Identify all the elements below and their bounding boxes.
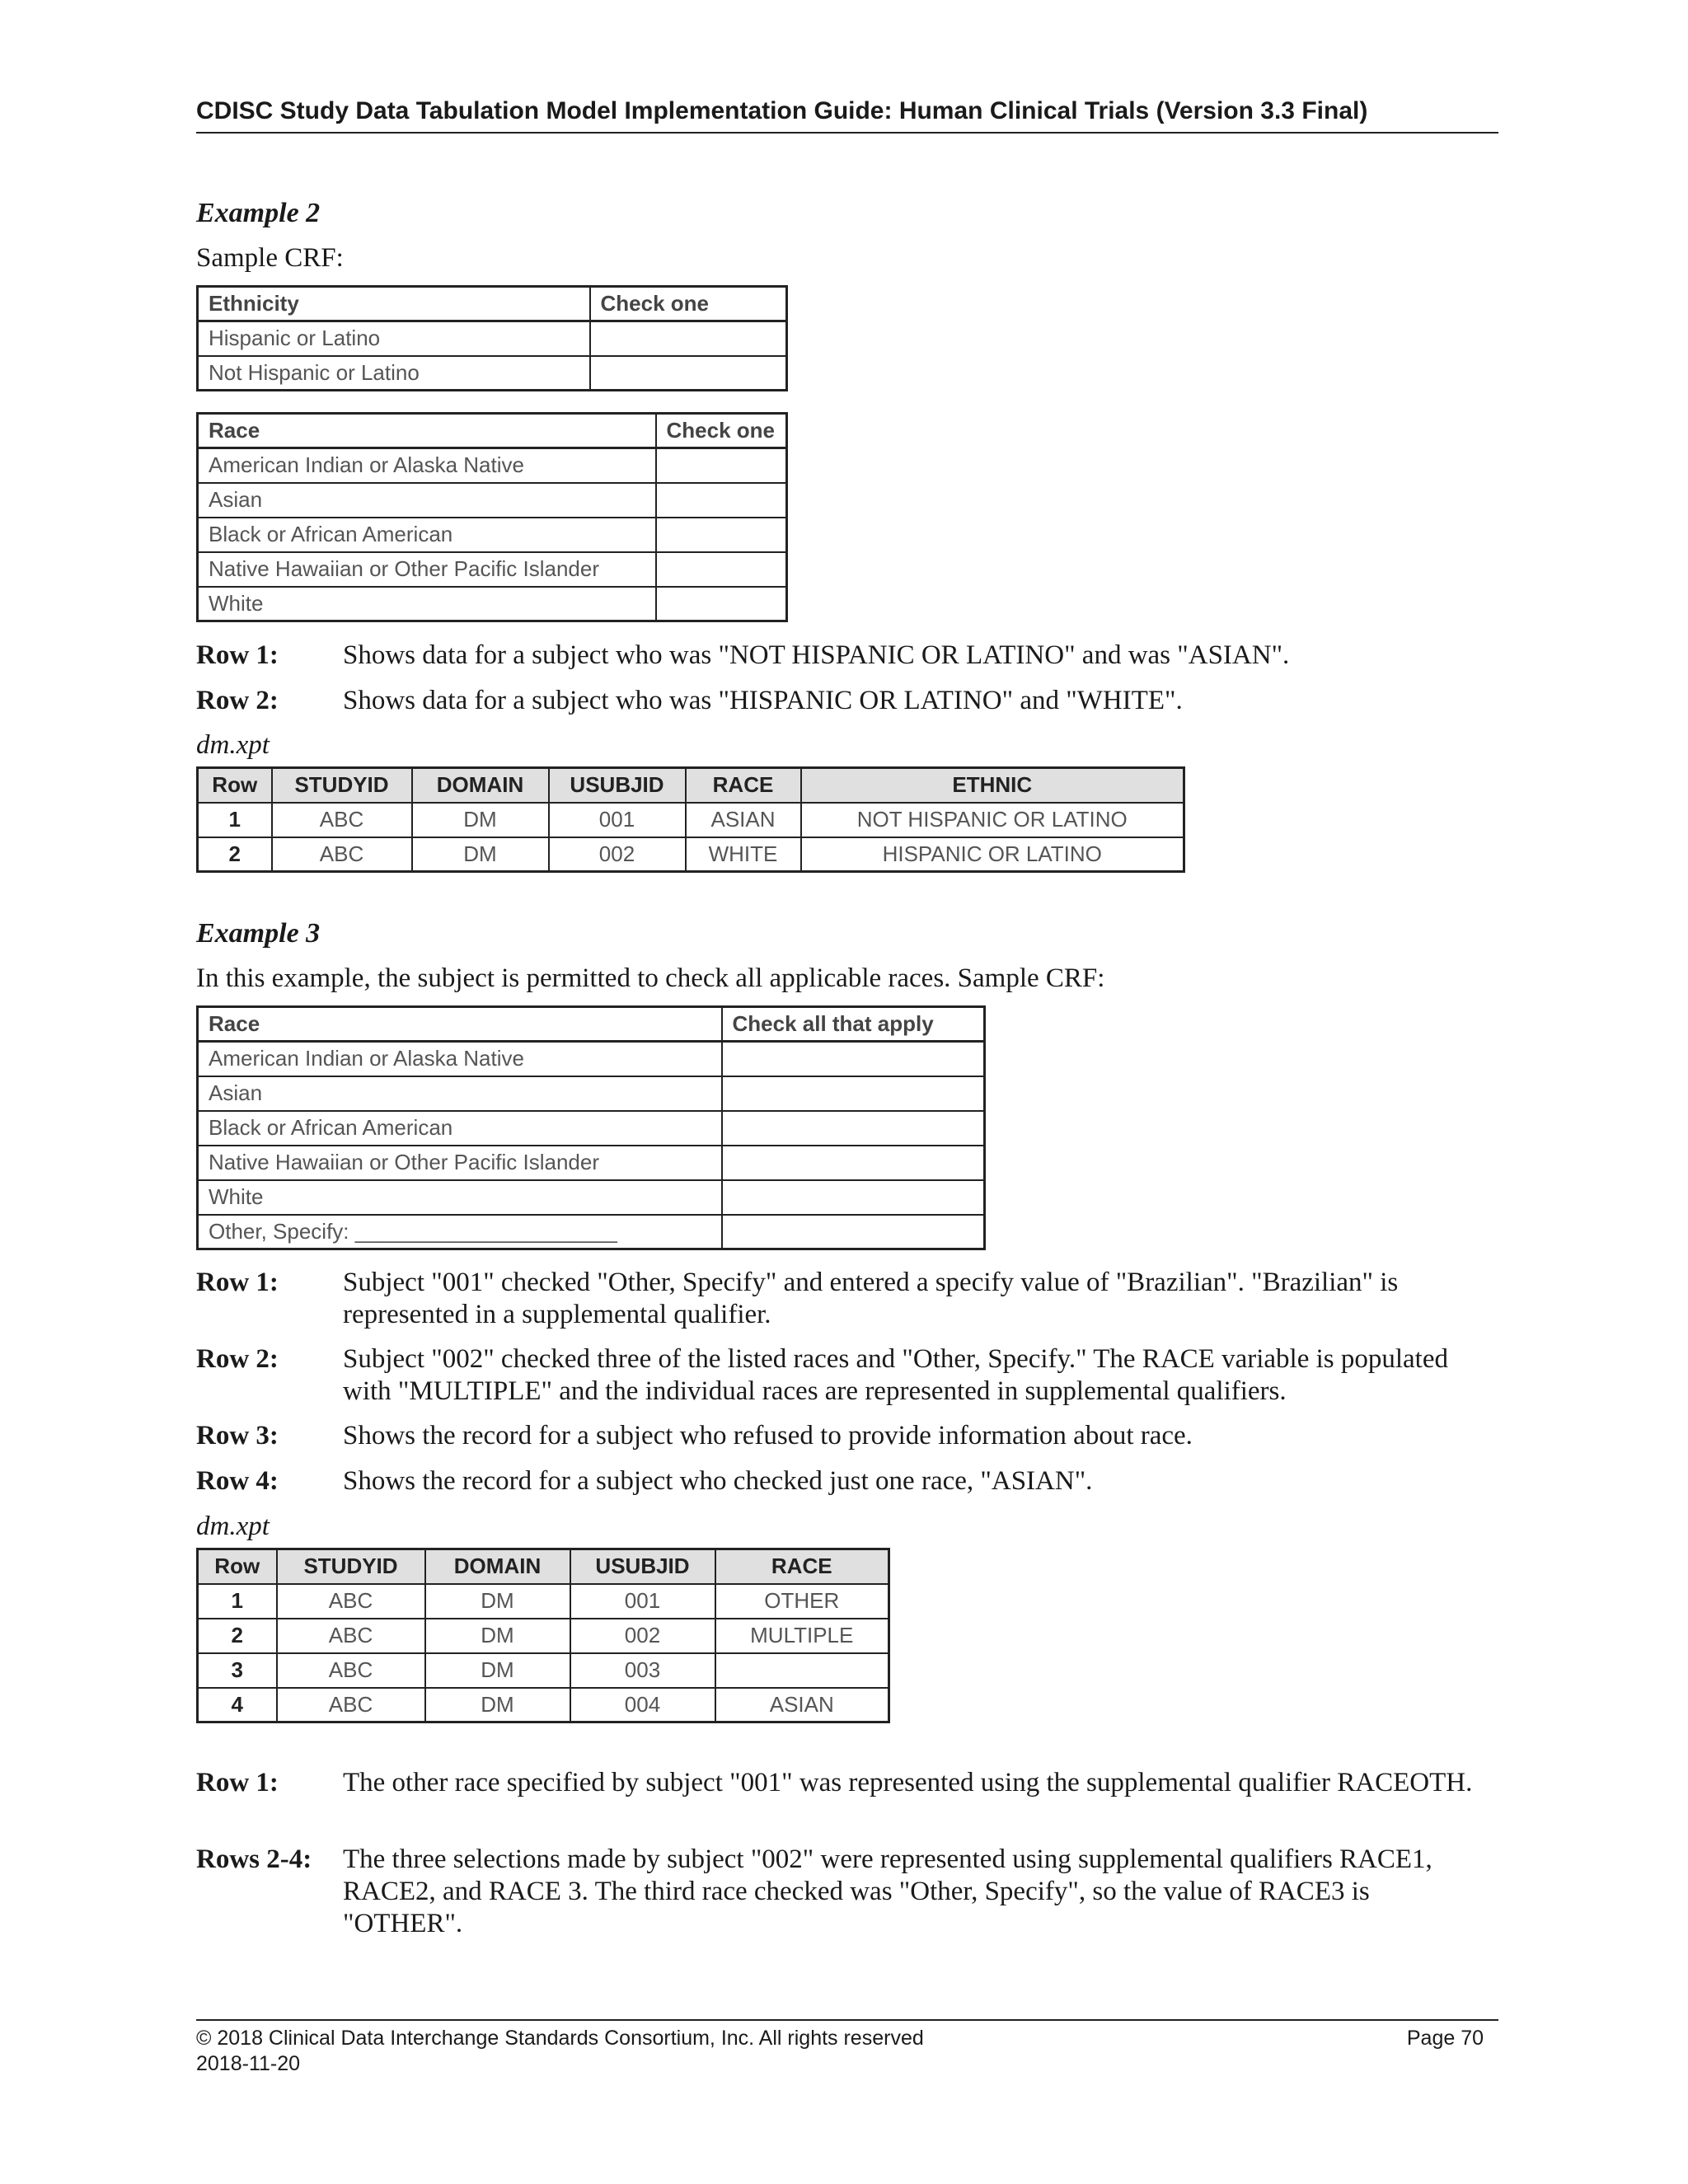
page-header: CDISC Study Data Tabulation Model Implementation Guide: Human Clinical Trials (Version 3.3 Final) <box>196 97 1498 134</box>
column-header: STUDYID <box>277 1549 425 1584</box>
crf-option: American Indian or Alaska Native <box>198 1042 722 1076</box>
checkbox-cell[interactable] <box>590 321 787 356</box>
column-header: Check all that apply <box>722 1007 985 1042</box>
note-label: Row 2: <box>196 1344 279 1374</box>
table-cell: 1 <box>198 1584 277 1619</box>
example-2-intro: Sample CRF: <box>196 243 344 273</box>
document-date: 2018-11-20 <box>196 2052 301 2075</box>
table-cell: 002 <box>549 837 686 872</box>
crf-option: Asian <box>198 1076 722 1111</box>
column-header: Row <box>198 1549 277 1584</box>
crf-option: Asian <box>198 483 656 518</box>
column-header: DOMAIN <box>412 768 549 803</box>
column-header: Row <box>198 768 272 803</box>
crf-option: Not Hispanic or Latino <box>198 356 590 391</box>
table-row <box>198 448 787 483</box>
table-row <box>198 1042 985 1076</box>
note-text: The three selections made by subject "002" were represented using supplemental qualifiers RACE1, RACE2, and RACE 3. The third race checked was "Other, Specify", so the value of RACE3 is "OTHER". <box>343 1844 1432 1938</box>
checkbox-cell[interactable] <box>656 483 787 518</box>
crf-option: Other, Specify: ______________________ <box>198 1215 722 1249</box>
note-text: Shows the record for a subject who checked just one race, "ASIAN". <box>343 1466 1093 1496</box>
note-text: Subject "002" checked three of the listed races and "Other, Specify." The RACE variable is populated with "MULTIPLE" and the individual races are represented in supplemental qualifiers. <box>343 1344 1448 1406</box>
note-text: The other race specified by subject "001" was represented using the supplemental qualifier RACEOTH. <box>343 1768 1473 1797</box>
table-cell: ABC <box>277 1584 425 1619</box>
column-header: Race <box>198 1007 722 1042</box>
table-cell <box>715 1653 889 1688</box>
table-cell: 2 <box>198 1619 277 1653</box>
table-cell: DM <box>425 1584 570 1619</box>
table-cell: NOT HISPANIC OR LATINO <box>801 803 1184 837</box>
note-label: Row 1: <box>196 640 279 670</box>
crf-option: White <box>198 1180 722 1215</box>
column-header: USUBJID <box>549 768 686 803</box>
column-header: Race <box>198 414 656 448</box>
table-cell: 003 <box>570 1653 715 1688</box>
table-cell: WHITE <box>686 837 801 872</box>
table-cell: 4 <box>198 1688 277 1722</box>
table-cell: MULTIPLE <box>715 1619 889 1653</box>
table-row <box>198 803 1184 837</box>
column-header: USUBJID <box>570 1549 715 1584</box>
crf-option: Black or African American <box>198 518 656 552</box>
crf-option: American Indian or Alaska Native <box>198 448 656 483</box>
page-number: Page 70 <box>1406 2027 1484 2050</box>
checkbox-cell[interactable] <box>656 518 787 552</box>
table-row <box>198 518 787 552</box>
column-header: Check one <box>590 287 787 321</box>
table-cell: DM <box>425 1653 570 1688</box>
table-cell: OTHER <box>715 1584 889 1619</box>
note-label: Row 3: <box>196 1421 279 1451</box>
table-cell: 001 <box>570 1584 715 1619</box>
table-cell: 1 <box>198 803 272 837</box>
race-crf-table-multi <box>196 1005 986 1250</box>
column-header: Check one <box>656 414 787 448</box>
crf-option: Native Hawaiian or Other Pacific Islander <box>198 552 656 587</box>
dm-dataset-table <box>196 766 1185 873</box>
table-cell: 004 <box>570 1688 715 1722</box>
table-cell: 002 <box>570 1619 715 1653</box>
table-cell: HISPANIC OR LATINO <box>801 837 1184 872</box>
table-cell: DM <box>412 837 549 872</box>
column-header: DOMAIN <box>425 1549 570 1584</box>
note-text: Subject "001" checked "Other, Specify" and entered a specify value of "Brazilian". "Brazilian" is represented in a supplemental qualifier. <box>343 1268 1399 1329</box>
note-row <box>196 1767 1482 1799</box>
table-cell: ABC <box>272 803 412 837</box>
checkbox-cell[interactable] <box>722 1215 985 1249</box>
column-header: RACE <box>686 768 801 803</box>
checkbox-cell[interactable] <box>656 587 787 621</box>
race-crf-table <box>196 412 788 622</box>
table-row <box>198 483 787 518</box>
dataset-filename: dm.xpt <box>196 1511 270 1541</box>
table-cell: DM <box>425 1619 570 1653</box>
table-cell: 2 <box>198 837 272 872</box>
dm-dataset-table-multi <box>196 1548 890 1723</box>
ethnicity-crf-table <box>196 285 788 391</box>
checkbox-cell[interactable] <box>722 1146 985 1180</box>
note-label: Row 1: <box>196 1268 279 1297</box>
checkbox-cell[interactable] <box>656 552 787 587</box>
checkbox-cell[interactable] <box>722 1076 985 1111</box>
note-label: Row 4: <box>196 1466 279 1496</box>
column-header: RACE <box>715 1549 889 1584</box>
table-row <box>198 356 787 391</box>
table-row <box>198 1076 985 1111</box>
table-row <box>198 321 787 356</box>
page-footer <box>196 2019 1498 2077</box>
table-row <box>198 1215 985 1249</box>
crf-option: White <box>198 587 656 621</box>
note-row <box>196 1420 1482 1452</box>
table-cell: ASIAN <box>686 803 801 837</box>
example-3-intro: In this example, the subject is permitted to check all applicable races. Sample CRF: <box>196 963 1105 993</box>
example-2-title: Example 2 <box>196 198 321 228</box>
note-text: Shows data for a subject who was "NOT HISPANIC OR LATINO" and was "ASIAN". <box>343 640 1290 670</box>
note-row <box>196 1465 1482 1497</box>
column-header: STUDYID <box>272 768 412 803</box>
checkbox-cell[interactable] <box>590 356 787 391</box>
column-header: ETHNIC <box>801 768 1184 803</box>
crf-option: Native Hawaiian or Other Pacific Islander <box>198 1146 722 1180</box>
table-row <box>198 1180 985 1215</box>
table-cell: DM <box>412 803 549 837</box>
table-cell: ABC <box>272 837 412 872</box>
table-row <box>198 552 787 587</box>
note-row <box>196 685 1482 717</box>
table-row <box>198 1653 889 1688</box>
note-label: Row 2: <box>196 686 279 715</box>
dataset-filename: dm.xpt <box>196 730 270 760</box>
table-cell: DM <box>425 1688 570 1722</box>
table-cell: 3 <box>198 1653 277 1688</box>
note-text: Shows the record for a subject who refused to provide information about race. <box>343 1421 1193 1451</box>
table-row <box>198 1619 889 1653</box>
note-row <box>196 1343 1482 1408</box>
note-text: Shows data for a subject who was "HISPANIC OR LATINO" and "WHITE". <box>343 686 1183 715</box>
checkbox-cell[interactable] <box>722 1180 985 1215</box>
checkbox-cell[interactable] <box>656 448 787 483</box>
note-label: Rows 2-4: <box>196 1844 312 1874</box>
table-row <box>198 1146 985 1180</box>
example-3-title: Example 3 <box>196 918 321 949</box>
table-cell: 001 <box>549 803 686 837</box>
table-row <box>198 1688 889 1722</box>
checkbox-cell[interactable] <box>722 1042 985 1076</box>
table-cell: ABC <box>277 1619 425 1653</box>
table-row <box>198 1584 889 1619</box>
crf-option: Black or African American <box>198 1111 722 1146</box>
table-row <box>198 837 1184 872</box>
copyright-text: © 2018 Clinical Data Interchange Standards Consortium, Inc. All rights reserved <box>196 2027 924 2050</box>
note-row <box>196 1267 1482 1331</box>
table-row <box>198 587 787 621</box>
note-row <box>196 640 1482 672</box>
table-cell: ABC <box>277 1688 425 1722</box>
table-cell: ASIAN <box>715 1688 889 1722</box>
checkbox-cell[interactable] <box>722 1111 985 1146</box>
crf-option: Hispanic or Latino <box>198 321 590 356</box>
note-label: Row 1: <box>196 1768 279 1797</box>
column-header: Ethnicity <box>198 287 590 321</box>
note-row <box>196 1844 1482 1940</box>
table-cell: ABC <box>277 1653 425 1688</box>
table-row <box>198 1111 985 1146</box>
